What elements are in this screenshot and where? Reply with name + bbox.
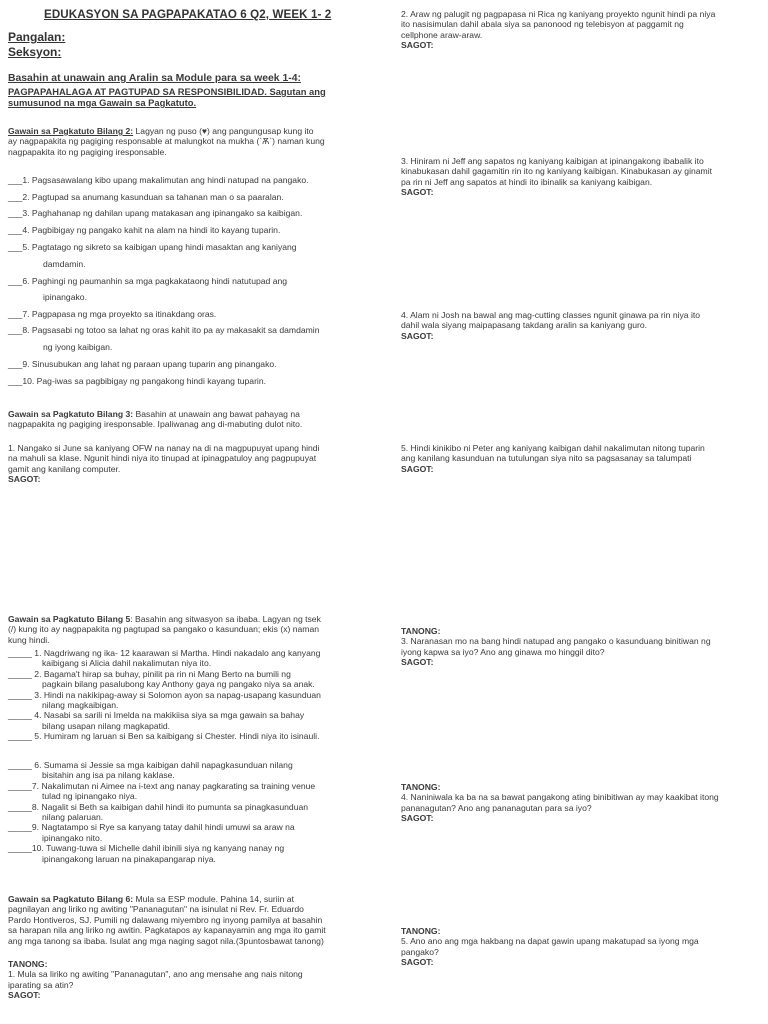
g3-q3-sagot-label: SAGOT: [401, 187, 434, 198]
gawain-5-item-3-cont: nilang magkaibigan. [42, 700, 119, 711]
gawain-5-label: Gawain sa Pagkatuto Bilang 5 [8, 614, 131, 624]
gawain-2-instructions [8, 126, 368, 157]
g6-q3-sagot-label: SAGOT: [401, 657, 434, 668]
g3-q2-sagot-label: SAGOT: [401, 40, 434, 51]
gawain-5-item-7-cont: tulad ng ipinangako niya. [42, 791, 138, 802]
gawain-5-item-10-cont: ipinangakong laruan na pinakapangarap niya. [42, 853, 216, 864]
g3-q1-sagot-label: SAGOT: [8, 474, 41, 485]
g6-q1-sagot-label: SAGOT: [8, 990, 41, 1001]
gawain-6-label: Gawain sa Pagkatuto Bilang 6: [8, 894, 134, 904]
gawain-2-item-1: ___1. Pagsasawalang kibo upang makalimutan ang hindi natupad na pangako. [8, 175, 309, 185]
g3-q3-line-3: pa rin ni Jeff ang sapatos at hindi ito ibinalik sa kaniyang kaibigan. [401, 176, 653, 187]
gawain-5-item-1-cont: kaibigang si Alicia dahil nakalimutan niya ito. [42, 658, 212, 669]
g3-q1-line-1: 1. Nangako si June sa kaniyang OFW na nanay na di na magpupuyat upang hindi [8, 443, 320, 453]
g3-q4-line-1: 4. Alam ni Josh na bawal ang mag-cutting classes ngunit ginawa pa rin niya ito [401, 310, 701, 320]
gawain-5-item-9: _____9. Nagtatampo si Rye sa kanyang tatay dahil hindi umuwi sa araw na [8, 822, 295, 833]
gawain-2-item-8-cont: ng iyong kaibigan. [43, 342, 113, 352]
gawain-2-item-6: ___6. Paghingi ng paumanhin sa mga pagkakataong hindi natutupad ang [8, 276, 288, 286]
gawain-3-instructions [8, 409, 368, 430]
gawain-6-text-4: sa harapan nila ang liriko ng awitin. Pagkatapos ay kapanayamin ang mga ito gamit [8, 925, 326, 936]
gawain-3-question-4 [401, 310, 700, 341]
gawain-6-text-1: Mula sa ESP module. Pahina 14, suriin at [133, 894, 294, 904]
gawain-5-items-a [8, 648, 321, 742]
gawain-5-item-8-cont: nilang palaruan. [42, 812, 104, 823]
g6-q4-sagot-label: SAGOT: [401, 813, 434, 824]
g6-q1-line-1: 1. Mula sa liriko ng awiting "Pananagutan", ano ang mensahe ang nais nitong [8, 969, 303, 980]
g3-q2-line-2: ito nasisimulan dahil abala siya sa panonood ng telebisyon at paggamit ng [401, 19, 684, 30]
gawain-5-text-1: : Basahin ang sitwasyon sa ibaba. Lagyan ng tsek [130, 614, 321, 624]
instruction-sub-2: sumusunod na mga Gawain sa Pagkatuto. [8, 97, 197, 108]
gawain-3-question-3 [401, 156, 712, 198]
g3-q4-line-2: dahil wala siyang maipapasang takdang aralin sa kaniyang guro. [401, 320, 648, 331]
gawain-5-item-5: _____ 5. Humiram ng laruan si Ben sa kaibigang si Chester. Hindi niya ito isinauli. [8, 731, 320, 742]
g6-q5-tanong-label: TANONG: [401, 926, 441, 936]
g6-q1-tanong-label: TANONG: [8, 959, 48, 969]
gawain-3-question-2 [401, 9, 715, 51]
g6-q4-line-1: 4. Naniniwala ka ba na sa bawat pangakong ating binibitiwan ay may kaakibat itong [401, 792, 719, 803]
gawain-2-item-9: ___9. Sinusubukan ang lahat ng paraan upang tuparin ang pinangako. [8, 359, 277, 369]
gawain-3-text-1: Basahin at unawain ang bawat pahayag na [133, 409, 300, 419]
gawain-6-text-5: ang mga tanong sa ibaba. Isulat ang mga naging sagot nila.(3puntosbawat tanong) [8, 935, 324, 946]
g3-q5-line-1: 5. Hindi kinikibo ni Peter ang kaniyang kaibigan dahil nakalimutan nitong tuparin [401, 443, 705, 453]
gawain-5-items-b [8, 760, 315, 864]
gawain-5-item-2: _____ 2. Bagama't hirap sa buhay, pinilit pa rin ni Mang Berto na bumili ng [8, 668, 291, 679]
gawain-6-question-3 [401, 626, 711, 668]
gawain-5-instructions [8, 614, 368, 645]
gawain-6-question-5 [401, 926, 699, 968]
gawain-2-text-1: Lagyan ng puso (♥) ang pangungusap kung ito [133, 126, 314, 136]
gawain-6-text-2: pagnilayan ang liriko ng awiting "Pananagutan" na isinulat ni Rev. Fr. Eduardo [8, 904, 304, 915]
g3-q2-line-1: 2. Araw ng palugit ng pagpapasa ni Rica ng kaniyang proyekto ngunit hindi pa niya [401, 9, 716, 19]
instruction-heading: Basahin at unawain ang Aralin sa Module para sa week 1-4: [8, 73, 301, 84]
gawain-6-text-3: Pardo Hontiveros, SJ. Pumili ng dalawang miyembro ng inyong pamilya at basahin [8, 914, 323, 925]
gawain-2-item-8: ___8. Pagsasabi ng totoo sa lahat ng oras kahit ito pa ay makasakit sa damdamin [8, 325, 320, 335]
gawain-5-item-2-cont: pagkain bilang pasalubong kay Anthony gaya ng pangako niya sa anak. [42, 679, 315, 690]
g3-q1-line-3: gamit ang kanilang computer. [8, 463, 121, 474]
g6-q4-line-2: pananagutan? Ano ang pananagutan para sa iyo? [401, 802, 592, 813]
gawain-2-item-3: ___3. Paghahanap ng dahilan upang matakasan ang ipinangako sa kaibigan. [8, 208, 303, 218]
g6-q3-line-2: iyong kapwa sa iyo? Ano ang ginawa mo hinggil dito? [401, 646, 605, 657]
gawain-5-item-9-cont: ipinangako nito. [42, 832, 103, 843]
g3-q3-line-1: 3. Hiniram ni Jeff ang sapatos ng kaniyang kaibigan at ipinangakong ibabalik ito [401, 156, 704, 166]
gawain-5-text-3: kung hindi. [8, 634, 50, 645]
gawain-2-item-5: ___5. Pagtatago ng sikreto sa kaibigan upang hindi masaktan ang kaniyang [8, 242, 297, 252]
gawain-6-question-4 [401, 782, 719, 824]
seksyon-label: Seksyon: [8, 45, 62, 59]
gawain-3-text-2: nagpapakita ng pagiging iresponsable. Ipaliwanag ang di-mabuting dulot nito. [8, 419, 303, 430]
g6-q5-sagot-label: SAGOT: [401, 957, 434, 968]
gawain-2-item-2: ___2. Pagtupad sa anumang kasunduan sa tahanan man o sa paaralan. [8, 192, 284, 202]
g6-q4-tanong-label: TANONG: [401, 782, 441, 792]
gawain-5-item-7: _____7. Nakalimutan ni Aimee na i-text ang nanay pagkarating sa training venue [8, 780, 316, 791]
instruction-sub-1: PAGPAPAHALAGA AT PAGTUPAD SA RESPONSIBILIDAD. Sagutan ang [8, 86, 326, 97]
gawain-5-item-4-cont: bilang usapan nilang magkapatid. [42, 720, 171, 731]
gawain-2-text-2: ay nagpapakita ng pagiging responsable at malungkot na mukha (`Ѫ`) naman kung [8, 136, 325, 147]
gawain-3-question-5 [401, 443, 705, 474]
g3-q5-line-2: ang kanilang kasunduan na tutulungan siya nito sa pagsasanay sa talumpati [401, 453, 692, 464]
worksheet-title: EDUKASYON SA PAGPAPAKATAO 6 Q2, WEEK 1- 2 [44, 8, 332, 21]
g6-q5-line-1: 5. Ano ano ang mga hakbang na dapat gawin upang makatupad sa iyong mga [401, 936, 699, 947]
gawain-2-item-7: ___7. Pagpapasa ng mga proyekto sa itinakdang oras. [8, 309, 217, 319]
gawain-3-question-1 [8, 443, 320, 485]
gawain-5-item-1: _____ 1. Nagdriwang ng ika- 12 kaarawan si Martha. Hindi nakadalo ang kanyang [8, 648, 321, 658]
g6-q3-line-1: 3. Naranasan mo na bang hindi natupad ang pangako o kasunduang binitiwan ng [401, 636, 711, 647]
gawain-5-item-6: _____ 6. Sumama si Jessie sa mga kaibigan dahil napagkasunduan nilang [8, 760, 293, 770]
gawain-6-question-1 [8, 959, 303, 1001]
gawain-5-item-6-cont: bisitahin ang isa pa nilang kaklase. [42, 770, 175, 781]
g3-q4-sagot-label: SAGOT: [401, 330, 434, 341]
gawain-3-label: Gawain sa Pagkatuto Bilang 3: [8, 409, 134, 419]
g6-q3-tanong-label: TANONG: [401, 626, 441, 636]
g6-q5-line-2: pangako? [401, 946, 439, 957]
gawain-2-item-5-cont: damdamin. [43, 259, 86, 269]
gawain-5-item-4: _____ 4. Nasabi sa sarili ni Imelda na makikiisa siya sa mga gawain sa bahay [8, 710, 305, 721]
gawain-5-item-8: _____8. Nagalit si Beth sa kaibigan dahil hindi ito pumunta sa pinagkasunduan [8, 801, 309, 812]
gawain-2-label: Gawain sa Pagkatuto Bilang 2: [8, 126, 134, 136]
gawain-5-text-2: (/) kung ito ay nagpapakita ng pagtupad sa pangako o kasunduan; ekis (x) naman [8, 624, 320, 635]
gawain-5-item-3: _____ 3. Hindi na nakikipag-away si Solomon ayon sa napag-usapang kasunduan [8, 689, 321, 700]
g3-q5-sagot-label: SAGOT: [401, 463, 434, 474]
g3-q3-line-2: kinabukasan dahil gagamitin rin ito ng kaniyang kaibigan. Kinabukasan ay ginamit [401, 166, 713, 177]
gawain-2-item-10: ___10. Pag-iwas sa pagbibigay ng pangakong hindi kayang tuparin. [8, 376, 267, 386]
pangalan-label: Pangalan: [8, 30, 66, 44]
g6-q1-line-2: iparating sa atin? [8, 979, 74, 990]
gawain-2-item-6-cont: ipinangako. [43, 292, 87, 302]
gawain-5-item-10: _____10. Tuwang-tuwa si Michelle dahil ibinili siya ng kanyang nanay ng [8, 843, 285, 854]
gawain-2-text-3: nagpapakita ito ng pagiging iresponsable. [8, 146, 167, 157]
gawain-6-instructions [8, 894, 370, 946]
g3-q1-line-2: na mahuli sa klase. Ngunit hindi niya ito tinupad at ipinagpatuloy ang pagpupuyat [8, 453, 317, 464]
g3-q2-line-3: cellphone araw-araw. [401, 29, 483, 40]
gawain-2-item-4: ___4. Pagbibigay ng pangako kahit na alam na hindi ito kayang tuparin. [8, 225, 281, 235]
